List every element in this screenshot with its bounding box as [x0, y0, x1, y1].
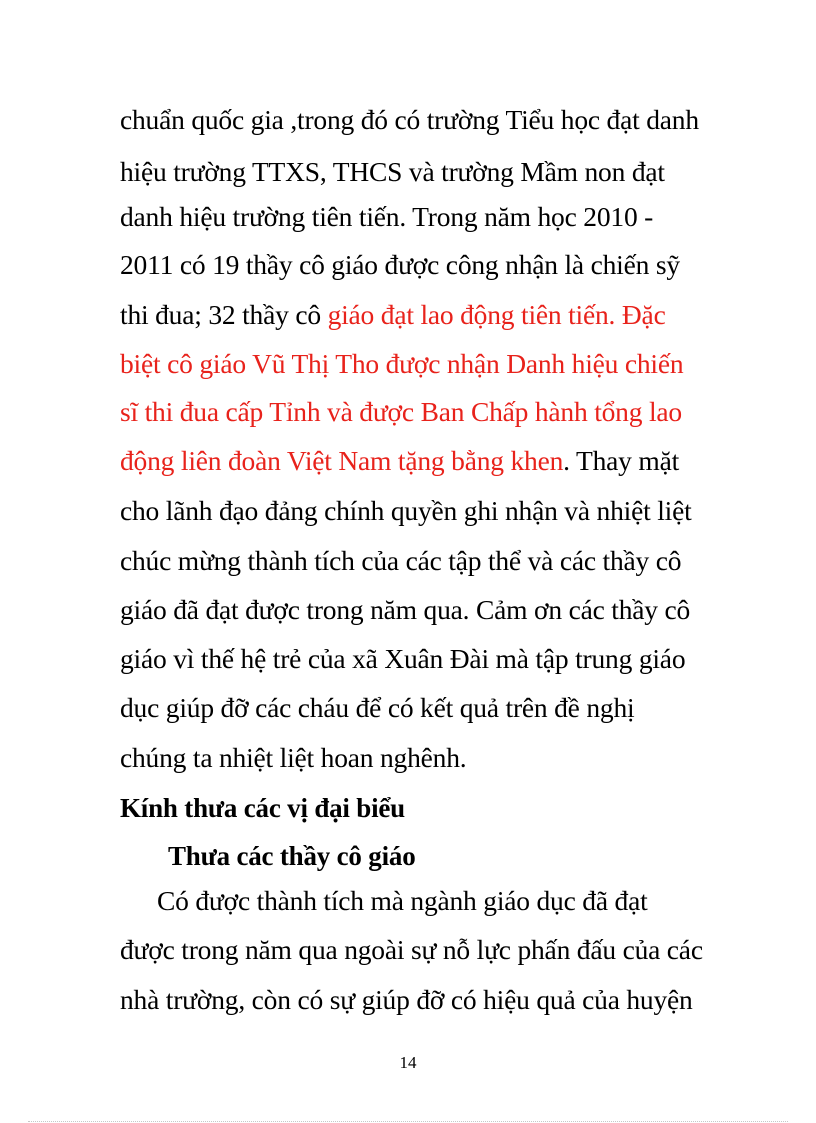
body-line-10 [120, 545, 681, 577]
body-line-8 [120, 445, 679, 477]
greeting-heading-2: Thưa các thầy cô giáo [168, 841, 416, 871]
highlighted-text: biệt cô giáo Vũ Thị Tho được nhận Danh hiệu chiến [120, 348, 684, 379]
body-text: thi đua; 32 thầy cô [120, 299, 328, 330]
body-text: danh hiệu trường tiên tiến. Trong năm học 2010 - [120, 201, 654, 232]
body-line-5 [120, 299, 666, 331]
footer-divider [28, 1121, 788, 1122]
body-line-7 [120, 396, 682, 428]
body-line-14 [120, 742, 466, 774]
closing-line-3: nhà trường, còn có sự giúp đỡ có hiệu quả của huyện [120, 984, 693, 1015]
body-text: chúng ta nhiệt liệt hoan nghênh. [120, 742, 467, 773]
body-text: 2011 có 19 thầy cô giáo được công nhận là chiến sỹ [120, 249, 680, 280]
body-line-1 [120, 104, 699, 136]
body-line-2 [120, 156, 665, 188]
highlighted-text: giáo đạt lao động tiên tiến. Đặc [327, 299, 666, 330]
body-text: . Thay mặt [563, 445, 680, 476]
page-number: 14 [399, 1053, 417, 1072]
highlighted-text: động liên đoàn Việt Nam tặng bằng khen [120, 445, 564, 476]
body-line-6 [120, 348, 683, 380]
body-text: giáo vì thế hệ trẻ của xã Xuân Đài mà tập trung giáo [120, 643, 686, 674]
greeting-heading-1: Kính thưa các vị đại biểu [120, 793, 405, 823]
body-text: hiệu trường TTXS, THCS và trường Mầm non đạt [120, 156, 665, 187]
body-line-4 [120, 249, 680, 281]
body-line-12 [120, 643, 685, 675]
body-line-13 [120, 692, 634, 724]
highlighted-text: sĩ thi đua cấp Tỉnh và được Ban Chấp hành tổng lao [120, 396, 682, 427]
body-line-9 [120, 495, 692, 527]
body-text: chuẩn quốc gia ,trong đó có trường Tiểu học đạt danh [120, 104, 699, 135]
body-line-3 [120, 201, 653, 233]
body-text: chúc mừng thành tích của các tập thể và các thầy cô [120, 545, 682, 576]
closing-line-1: Có được thành tích mà ngành giáo dục đã đạt [157, 885, 648, 916]
body-text: dục giúp đỡ các cháu để có kết quả trên đề nghị [120, 692, 635, 723]
body-text: cho lãnh đạo đảng chính quyền ghi nhận và nhiệt liệt [120, 495, 692, 526]
body-line-11 [120, 594, 690, 626]
closing-line-2: được trong năm qua ngoài sự nỗ lực phấn đấu của các [120, 934, 703, 965]
body-text: giáo đã đạt được trong năm qua. Cảm ơn các thầy cô [120, 594, 691, 625]
